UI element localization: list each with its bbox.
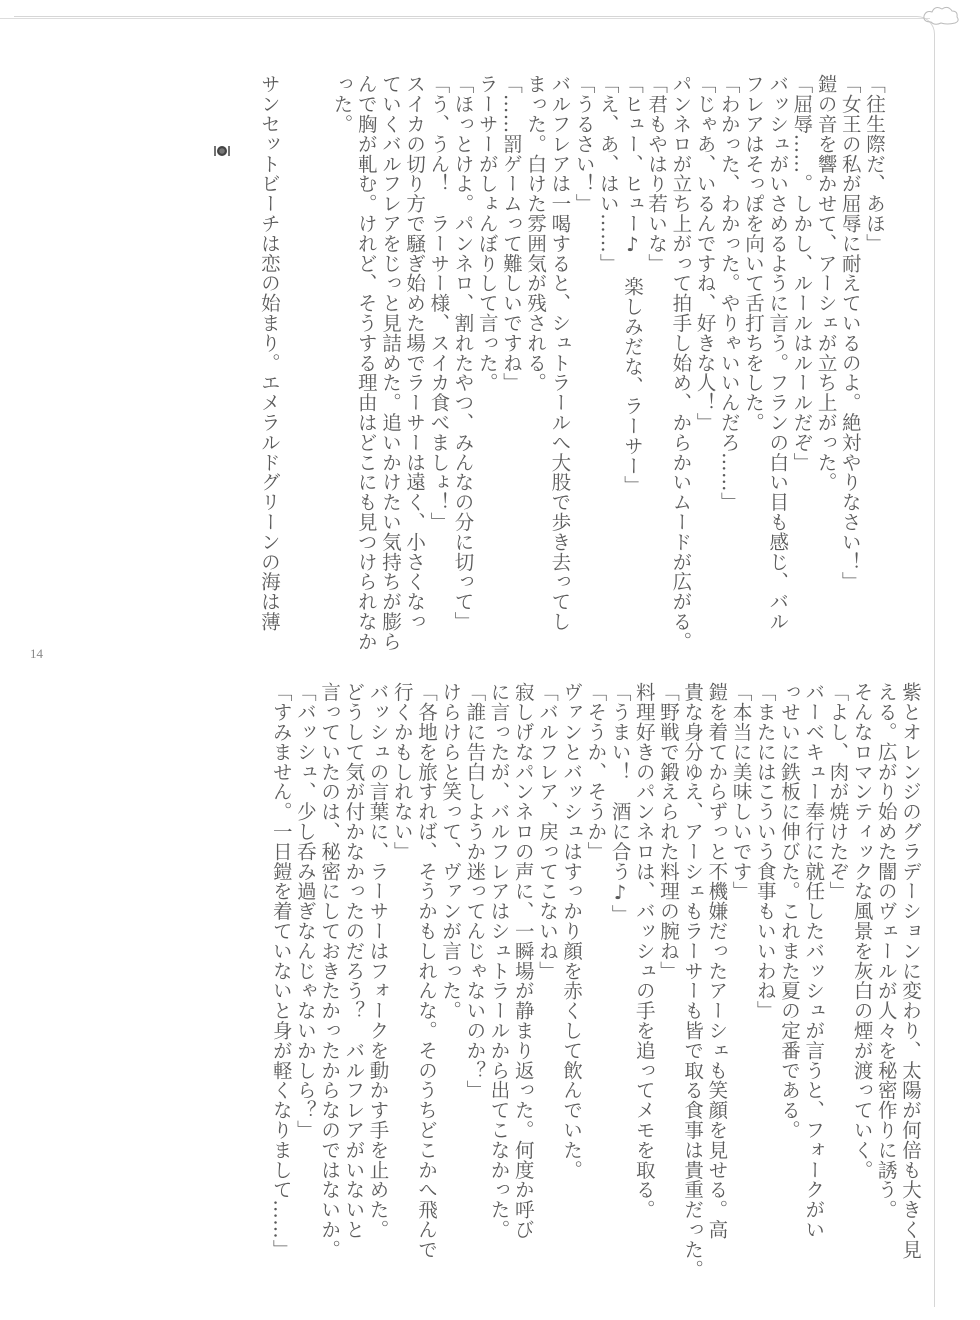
text-line: サンセットビーチは恋の始まり。エメラルドグリーンの海は薄: [257, 74, 281, 632]
text-line: どうして気が付かなかったのだろう？ バルフレアがいないと: [342, 682, 366, 1240]
text-line: 料理好きのパンネロは、バッシュの手を追ってメモを取る。: [632, 682, 656, 1220]
text-line: 貴な身分ゆえ、アーシェもラーサーも皆で取る食事は貴重だった。: [681, 682, 705, 1279]
page-number: 14: [30, 646, 43, 661]
text-line: バーベキュー奉行に就任したバッシュが言うと、フォークがい: [802, 682, 826, 1240]
text-line: に言ったが、バルフレアはシュトラールから出てこなかった。: [487, 682, 511, 1240]
text-line: ヴァンとバッシュはすっかり顔を赤くして飲んでいた。: [560, 682, 584, 1180]
text-line: 「屈辱……。しかし、ルールはルールだぞ」: [790, 74, 814, 472]
text-line: 鎧を着てからずっと不機嫌だったアーシェも笑顔を見せる。高: [705, 682, 729, 1240]
text-line: 「え、あ、はい……」: [596, 74, 620, 273]
text-line: バッシュの言葉に、ラーサーはフォークを動かす手を止めた。: [366, 682, 390, 1240]
text-line: 「君もやはり若いな」: [645, 74, 669, 273]
text-line: 「すみません。一日鎧を着ていないと身が軽くなりまして……」: [269, 682, 293, 1260]
text-line: 「よし、肉が焼けたぞ」: [826, 682, 850, 901]
text-line: ていくバルフレアをじっと見詰めた。追いかけたい気持ちが膨ら: [378, 74, 402, 652]
text-line: 「誰に告白しようか迷ってんじゃないのか？」: [463, 682, 487, 1100]
text-line: んで胸が軋む。けれど、そうする理由はどこにも見つけられなか: [354, 74, 378, 652]
text-line: 言っていたのは、秘密にしておきたかったからなのではないか。: [318, 682, 342, 1260]
text-line: 「バルフレア、戻ってこないね」: [535, 682, 559, 981]
text-line: 「う、うん！ ラーサー様、スイカ食べましょ！」: [427, 74, 451, 532]
text-line: 「本当に美味しいです」: [729, 682, 753, 901]
cloud-doodle-icon: [918, 2, 968, 28]
upper-text-block: [257, 74, 886, 652]
text-line: 「各地を旅すれば、そうかもしれんな。そのうちどこかへ飛んで: [414, 682, 438, 1260]
text-line: パンネロが立ち上がって拍手し始め、からかいムードが広がる。: [669, 74, 693, 652]
text-line: った。: [330, 74, 354, 134]
text-line: そんなロマンティックな風景を灰白の煙が渡っていく。: [850, 682, 874, 1180]
text-line: 「うるさい！」: [572, 74, 596, 214]
text-line: [305, 74, 329, 634]
text-line: 「往生際だ、あほ」: [863, 74, 886, 254]
text-line: バルフレアは一喝すると、シュトラールへ大股で歩き去ってし: [548, 74, 572, 632]
text-line: スイカの切り方で騒ぎ始めた場でラーサーは遠く、小さくなっ: [403, 74, 427, 632]
lower-text-block: [269, 682, 922, 1279]
text-line: 行くかもしれない」: [390, 682, 414, 862]
text-line: 「……罰ゲームって難しいですね」: [499, 74, 523, 393]
text-line: 「うまい！ 酒に合う♪」: [608, 682, 632, 925]
text-line: 「ヒュー、ヒュー♪ 楽しみだな、ラーサー」: [620, 74, 644, 496]
text-line: 紫とオレンジのグラデーションに変わり、太陽が何倍も大きく見: [899, 682, 922, 1260]
plate-cutlery-icon: [213, 144, 231, 158]
text-line: 鎧の音を響かせて、アーシェが立ち上がった。: [814, 74, 838, 492]
text-line: バッシュがいさめるように言う。フランの白い目も感じ、バル: [766, 74, 790, 632]
text-line: 「じゃあ、いるんですね、好きな人！」: [693, 74, 717, 433]
text-line: 「わかった、わかった。やりゃいいんだろ……」: [717, 74, 741, 512]
text-line: ラーサーがしょんぼりして言った。: [475, 74, 499, 393]
text-line: [281, 74, 305, 634]
text-line: 「バッシュ、少し呑み過ぎなんじゃないかしら？」: [293, 682, 317, 1140]
text-line: フレアはそっぽを向いて舌打ちをした。: [741, 74, 765, 433]
text-line: 寂しげなパンネロの声に、一瞬場が静まり返った。何度か呼び: [511, 682, 535, 1240]
text-line: える。広がり始めた闇のヴェールが人々を秘密作りに誘う。: [874, 682, 898, 1220]
text-line: 「ほっとけよ。パンネロ、割れたやつ、みんなの分に切って」: [451, 74, 475, 632]
text-line: まった。白けた雰囲気が残される。: [524, 74, 548, 393]
text-line: 「女王の私が屈辱に耐えているのよ。絶対やりなさい！」: [838, 74, 862, 592]
text-line: っせいに鉄板に伸びた。これまた夏の定番である。: [777, 682, 801, 1140]
text-line: けらけらと笑って、ヴァンが言った。: [439, 682, 463, 1021]
text-line: 「そうか、そうか」: [584, 682, 608, 862]
text-line: 「またにはこういう食事もいいわね」: [753, 682, 777, 1021]
text-line: 「野戦で鍛えられた料理の腕ね」: [656, 682, 680, 981]
